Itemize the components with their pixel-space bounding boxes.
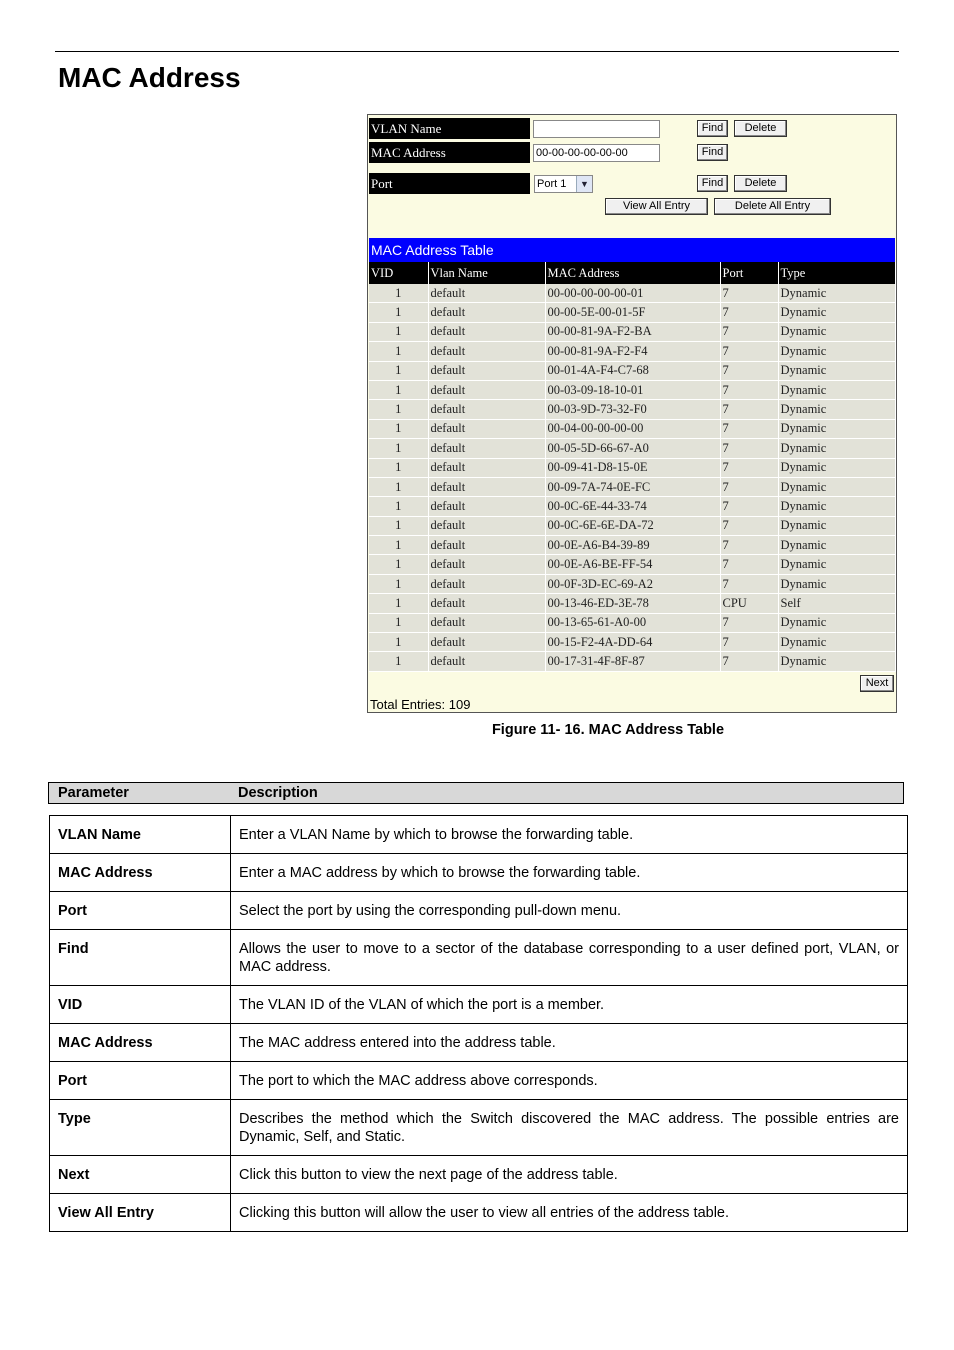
table-row bbox=[369, 613, 895, 632]
mac-address-cell: 00-0C-6E-6E-DA-72 bbox=[545, 516, 720, 535]
port-select[interactable] bbox=[534, 175, 593, 193]
parameter-description-text: Click this button to view the next page of the address table. bbox=[239, 1167, 618, 1183]
mac-address-cell: 00-15-F2-4A-DD-64 bbox=[545, 633, 720, 652]
parameter-description-text: The MAC address entered into the address table. bbox=[239, 1035, 556, 1051]
parameter-name-text: VID bbox=[58, 997, 83, 1013]
mac-address-cell: 00-03-09-18-10-01 bbox=[545, 380, 720, 399]
vid-cell: 1 bbox=[369, 342, 428, 361]
vid-cell: 1 bbox=[369, 536, 428, 555]
type-cell: Dynamic bbox=[778, 303, 895, 322]
table-row bbox=[369, 652, 895, 671]
table-row bbox=[369, 380, 895, 399]
vid-cell: 1 bbox=[369, 613, 428, 632]
vid-cell: 1 bbox=[369, 516, 428, 535]
vid-cell: 1 bbox=[369, 419, 428, 438]
type-cell: Dynamic bbox=[778, 380, 895, 399]
vlan-name-cell: default bbox=[428, 536, 545, 555]
vlan-name-input[interactable] bbox=[533, 120, 660, 138]
parameter-description bbox=[231, 1156, 908, 1194]
vlan-name-cell: default bbox=[428, 652, 545, 671]
port-cell: 7 bbox=[720, 497, 778, 516]
port-cell: 7 bbox=[720, 419, 778, 438]
type-cell: Dynamic bbox=[778, 439, 895, 458]
type-cell: Dynamic bbox=[778, 458, 895, 477]
mac-address-cell: 00-0C-6E-44-33-74 bbox=[545, 497, 720, 516]
vid-cell: 1 bbox=[369, 322, 428, 341]
vid-cell: 1 bbox=[369, 303, 428, 322]
mac-address-cell: 00-00-81-9A-F2-F4 bbox=[545, 342, 720, 361]
vlan-name-cell: default bbox=[428, 361, 545, 380]
total-entries: Total Entries: 109 bbox=[370, 697, 471, 712]
vid-cell: 1 bbox=[369, 361, 428, 380]
type-cell: Dynamic bbox=[778, 652, 895, 671]
type-cell: Dynamic bbox=[778, 342, 895, 361]
mac-address-cell: 00-00-00-00-00-01 bbox=[545, 284, 720, 303]
port-cell: 7 bbox=[720, 458, 778, 477]
chevron-down-icon[interactable]: ▼ bbox=[576, 176, 592, 192]
parameter-name-text: MAC Address bbox=[58, 1035, 153, 1051]
port-cell: 7 bbox=[720, 439, 778, 458]
table-row bbox=[369, 303, 895, 322]
parameter-row bbox=[50, 1194, 908, 1232]
parameter-description bbox=[231, 1062, 908, 1100]
port-cell: 7 bbox=[720, 477, 778, 496]
figure-caption: Figure 11- 16. MAC Address Table bbox=[491, 722, 725, 738]
port-cell: 7 bbox=[720, 613, 778, 632]
parameter-name bbox=[50, 1194, 231, 1232]
type-cell: Self bbox=[778, 594, 895, 613]
type-cell: Dynamic bbox=[778, 633, 895, 652]
vlan-name-cell: default bbox=[428, 400, 545, 419]
parameter-description bbox=[231, 1024, 908, 1062]
port-cell: 7 bbox=[720, 284, 778, 303]
vlan-name-cell: default bbox=[428, 574, 545, 593]
table-row bbox=[369, 361, 895, 380]
parameter-row bbox=[50, 930, 908, 986]
parameter-row bbox=[50, 816, 908, 854]
mac-address-cell: 00-04-00-00-00-00 bbox=[545, 419, 720, 438]
vlan-name-cell: default bbox=[428, 322, 545, 341]
port-cell: 7 bbox=[720, 633, 778, 652]
page-title: MAC Address bbox=[58, 62, 241, 93]
type-cell: Dynamic bbox=[778, 284, 895, 303]
mac-address-cell: 00-00-5E-00-01-5F bbox=[545, 303, 720, 322]
table-row bbox=[369, 419, 895, 438]
port-select-value: Port 1 bbox=[537, 178, 567, 190]
find-mac-button[interactable]: Find bbox=[697, 144, 728, 161]
vlan-name-cell: default bbox=[428, 439, 545, 458]
type-cell: Dynamic bbox=[778, 536, 895, 555]
parameter-description-text: Allows the user to move to a sector of the database corresponding to a user defined port, VLAN, or MAC address. bbox=[239, 941, 899, 975]
delete-all-entry-button[interactable]: Delete All Entry bbox=[714, 198, 831, 215]
parameter-description bbox=[231, 854, 908, 892]
port-cell: 7 bbox=[720, 303, 778, 322]
parameter-table-header bbox=[48, 782, 904, 804]
parameter-name bbox=[50, 1100, 231, 1156]
vid-cell: 1 bbox=[369, 458, 428, 477]
parameter-row bbox=[50, 1024, 908, 1062]
table-row bbox=[369, 536, 895, 555]
vlan-name-cell: default bbox=[428, 342, 545, 361]
mac-address-cell: 00-05-5D-66-67-A0 bbox=[545, 439, 720, 458]
type-cell: Dynamic bbox=[778, 516, 895, 535]
vid-cell: 1 bbox=[369, 439, 428, 458]
parameter-description bbox=[231, 986, 908, 1024]
mac-table-title: MAC Address Table bbox=[369, 238, 895, 262]
parameter-description-text: Describes the method which the Switch discovered the MAC address. The possible entries are Dynamic, Self, and Static. bbox=[239, 1111, 899, 1145]
parameter-description-text: Enter a MAC address by which to browse the forwarding table. bbox=[239, 865, 641, 881]
table-row bbox=[369, 400, 895, 419]
table-row bbox=[369, 342, 895, 361]
mac-address-cell: 00-13-46-ED-3E-78 bbox=[545, 594, 720, 613]
table-row bbox=[369, 633, 895, 652]
vlan-name-cell: default bbox=[428, 594, 545, 613]
mac-address-cell: 00-17-31-4F-8F-87 bbox=[545, 652, 720, 671]
mac-address-cell: 00-03-9D-73-32-F0 bbox=[545, 400, 720, 419]
parameter-name-text: Port bbox=[58, 1073, 87, 1089]
parameter-name-text: Port bbox=[58, 903, 87, 919]
mac-address-panel bbox=[367, 114, 897, 713]
type-cell: Dynamic bbox=[778, 322, 895, 341]
port-cell: CPU bbox=[720, 594, 778, 613]
mac-address-table bbox=[369, 262, 896, 672]
port-cell: 7 bbox=[720, 652, 778, 671]
port-cell: 7 bbox=[720, 516, 778, 535]
port-cell: 7 bbox=[720, 555, 778, 574]
parameter-name-text: Type bbox=[58, 1111, 91, 1127]
parameter-description bbox=[231, 1100, 908, 1156]
parameter-description-text: The port to which the MAC address above corresponds. bbox=[239, 1073, 598, 1089]
parameter-name bbox=[50, 854, 231, 892]
mac-address-cell: 00-09-7A-74-0E-FC bbox=[545, 477, 720, 496]
mac-address-input[interactable]: 00-00-00-00-00-00 bbox=[533, 144, 660, 162]
parameter-table bbox=[49, 815, 908, 1232]
parameter-description-text: Enter a VLAN Name by which to browse the forwarding table. bbox=[239, 827, 634, 843]
table-row bbox=[369, 477, 895, 496]
vid-cell: 1 bbox=[369, 497, 428, 516]
col-header-port: Port bbox=[720, 262, 778, 284]
type-cell: Dynamic bbox=[778, 400, 895, 419]
port-cell: 7 bbox=[720, 342, 778, 361]
parameter-description bbox=[231, 930, 908, 986]
table-row bbox=[369, 439, 895, 458]
mac-address-cell: 00-01-4A-F4-C7-68 bbox=[545, 361, 720, 380]
parameter-name-text: View All Entry bbox=[58, 1205, 154, 1221]
parameter-description-text: Clicking this button will allow the user to view all entries of the address table. bbox=[239, 1205, 730, 1221]
parameter-name bbox=[50, 892, 231, 930]
vlan-name-cell: default bbox=[428, 516, 545, 535]
port-cell: 7 bbox=[720, 574, 778, 593]
vlan-name-cell: default bbox=[428, 419, 545, 438]
col-header-vid: VID bbox=[369, 262, 428, 284]
parameter-description bbox=[231, 1194, 908, 1232]
delete-vlan-button[interactable]: Delete bbox=[734, 120, 787, 137]
vlan-name-cell: default bbox=[428, 380, 545, 399]
vlan-name-cell: default bbox=[428, 613, 545, 632]
port-cell: 7 bbox=[720, 361, 778, 380]
mac-address-cell: 00-0F-3D-EC-69-A2 bbox=[545, 574, 720, 593]
vid-cell: 1 bbox=[369, 594, 428, 613]
vlan-name-cell: default bbox=[428, 497, 545, 516]
parameter-row bbox=[50, 1062, 908, 1100]
vid-cell: 1 bbox=[369, 380, 428, 399]
vid-cell: 1 bbox=[369, 574, 428, 593]
mac-address-cell: 00-13-65-61-A0-00 bbox=[545, 613, 720, 632]
mac-address-cell: 00-00-81-9A-F2-BA bbox=[545, 322, 720, 341]
parameter-name-text: MAC Address bbox=[58, 865, 153, 881]
mac-address-cell: 00-0E-A6-B4-39-89 bbox=[545, 536, 720, 555]
vlan-name-label: VLAN Name bbox=[369, 118, 530, 139]
table-row bbox=[369, 322, 895, 341]
parameter-description bbox=[231, 816, 908, 854]
next-button[interactable]: Next bbox=[860, 675, 894, 692]
parameter-description bbox=[231, 892, 908, 930]
port-cell: 7 bbox=[720, 380, 778, 399]
parameter-name bbox=[50, 1024, 231, 1062]
table-row bbox=[369, 594, 895, 613]
parameter-name-text: VLAN Name bbox=[58, 827, 141, 843]
parameter-description-text: Select the port by using the corresponding pull-down menu. bbox=[239, 903, 622, 919]
header-description: Description bbox=[238, 785, 318, 801]
delete-port-button[interactable]: Delete bbox=[734, 175, 787, 192]
mac-address-label: MAC Address bbox=[369, 142, 530, 163]
vid-cell: 1 bbox=[369, 555, 428, 574]
parameter-name bbox=[50, 930, 231, 986]
table-row bbox=[369, 516, 895, 535]
col-header-type: Type bbox=[778, 262, 895, 284]
vlan-name-cell: default bbox=[428, 458, 545, 477]
port-cell: 7 bbox=[720, 536, 778, 555]
table-row bbox=[369, 574, 895, 593]
vlan-name-cell: default bbox=[428, 555, 545, 574]
parameter-name-text: Next bbox=[58, 1167, 90, 1183]
vlan-name-cell: default bbox=[428, 477, 545, 496]
parameter-name bbox=[50, 986, 231, 1024]
mac-table-header-row bbox=[369, 262, 895, 284]
vlan-name-cell: default bbox=[428, 633, 545, 652]
table-row bbox=[369, 458, 895, 477]
parameter-row bbox=[50, 892, 908, 930]
parameter-row bbox=[50, 854, 908, 892]
type-cell: Dynamic bbox=[778, 477, 895, 496]
mac-address-cell: 00-09-41-D8-15-0E bbox=[545, 458, 720, 477]
parameter-name bbox=[50, 816, 231, 854]
parameter-name bbox=[50, 1156, 231, 1194]
view-all-entry-button[interactable]: View All Entry bbox=[605, 198, 708, 215]
vid-cell: 1 bbox=[369, 652, 428, 671]
header-parameter: Parameter bbox=[58, 785, 129, 801]
vlan-name-cell: default bbox=[428, 303, 545, 322]
col-header-vlan-name: Vlan Name bbox=[428, 262, 545, 284]
parameter-description-text: The VLAN ID of the VLAN of which the port is a member. bbox=[239, 997, 605, 1013]
vid-cell: 1 bbox=[369, 633, 428, 652]
find-vlan-button[interactable]: Find bbox=[697, 120, 728, 137]
find-port-button[interactable]: Find bbox=[697, 175, 728, 192]
parameter-row bbox=[50, 1156, 908, 1194]
port-cell: 7 bbox=[720, 400, 778, 419]
parameter-row bbox=[50, 986, 908, 1024]
port-cell: 7 bbox=[720, 322, 778, 341]
vid-cell: 1 bbox=[369, 477, 428, 496]
type-cell: Dynamic bbox=[778, 497, 895, 516]
table-row bbox=[369, 284, 895, 303]
type-cell: Dynamic bbox=[778, 574, 895, 593]
parameter-name bbox=[50, 1062, 231, 1100]
type-cell: Dynamic bbox=[778, 361, 895, 380]
col-header-mac-address: MAC Address bbox=[545, 262, 720, 284]
mac-address-cell: 00-0E-A6-BE-FF-54 bbox=[545, 555, 720, 574]
table-row bbox=[369, 497, 895, 516]
port-label: Port bbox=[369, 173, 530, 194]
vlan-name-cell: default bbox=[428, 284, 545, 303]
vid-cell: 1 bbox=[369, 400, 428, 419]
type-cell: Dynamic bbox=[778, 419, 895, 438]
type-cell: Dynamic bbox=[778, 555, 895, 574]
table-row bbox=[369, 555, 895, 574]
type-cell: Dynamic bbox=[778, 613, 895, 632]
top-rule bbox=[55, 51, 899, 52]
parameter-name-text: Find bbox=[58, 941, 89, 957]
parameter-row bbox=[50, 1100, 908, 1156]
vid-cell: 1 bbox=[369, 284, 428, 303]
